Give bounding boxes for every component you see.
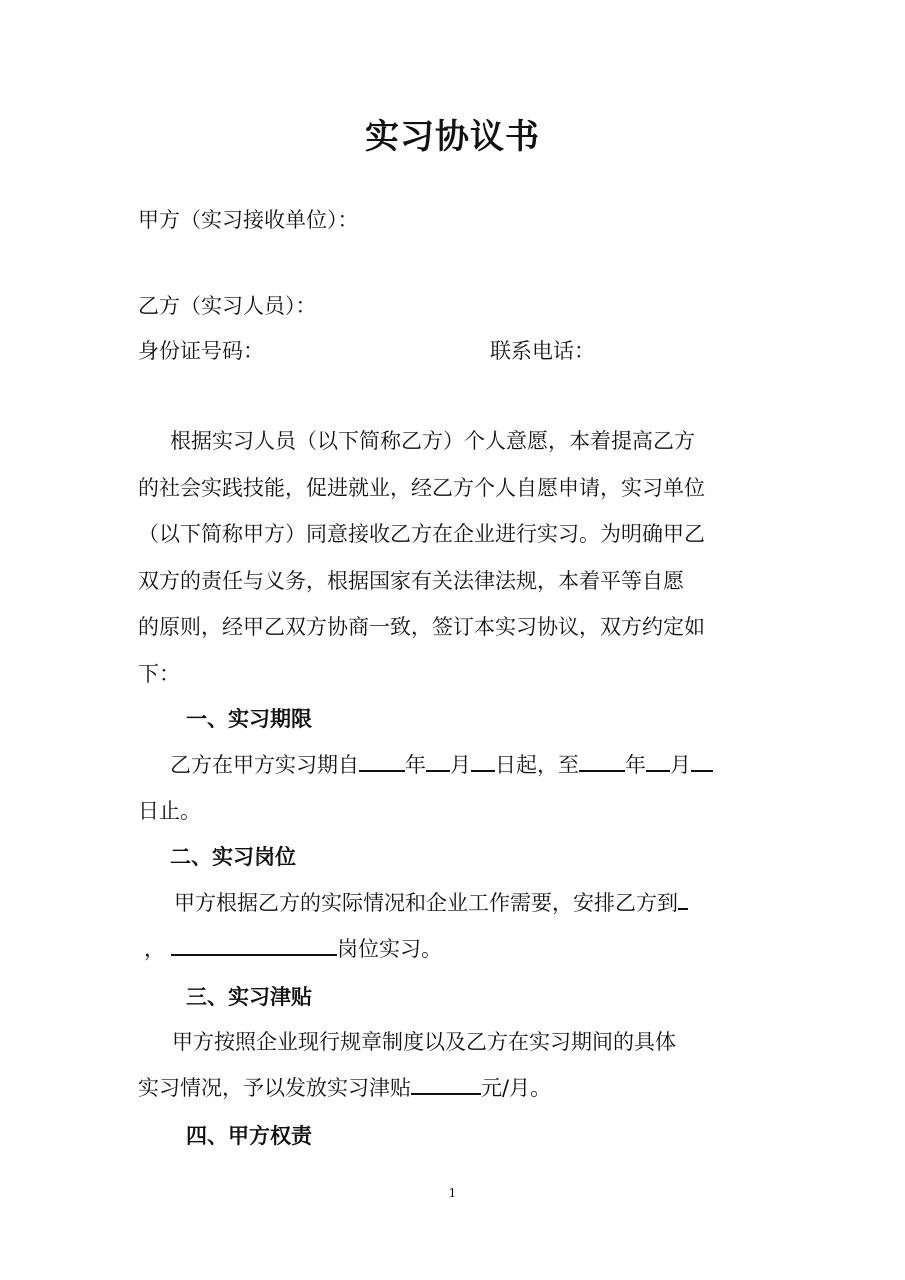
end-day-blank[interactable] bbox=[691, 750, 713, 772]
period-prefix: 乙方在甲方实习期自 bbox=[170, 753, 359, 777]
intro-line: 双方的责任与义务，根据国家有关法律法规，本着平等自愿 bbox=[138, 568, 684, 593]
start-day-blank[interactable] bbox=[471, 750, 495, 772]
party-a-label: 甲方（实习接收单位）： bbox=[138, 208, 359, 232]
day-from-label: 日起，至 bbox=[495, 753, 579, 777]
intro-paragraph bbox=[138, 418, 770, 697]
allowance-amount-blank[interactable] bbox=[411, 1073, 481, 1095]
section-heading-period: 一、实习期限 bbox=[186, 707, 312, 731]
period-line bbox=[170, 742, 713, 788]
intro-line: 的原则，经甲乙双方协商一致，签订本实习协议，双方约定如 bbox=[138, 615, 705, 639]
phone-label: 联系电话： bbox=[490, 339, 595, 363]
allowance-suffix: 元/月。 bbox=[481, 1076, 552, 1100]
position-suffix: 岗位实习。 bbox=[337, 937, 442, 961]
intro-line: 根据实习人员（以下简称乙方）个人意愿，本着提高乙方 bbox=[170, 429, 695, 453]
position-comma: ， bbox=[144, 937, 165, 961]
allowance-line-1: 甲方按照企业现行规章制度以及乙方在实习期间的具体 bbox=[172, 1030, 676, 1054]
start-year-blank[interactable] bbox=[359, 750, 405, 772]
position-text: 甲方根据乙方的实际情况和企业工作需要，安排乙方到 bbox=[174, 891, 678, 915]
document-title: 实习协议书 bbox=[365, 117, 540, 157]
position-blank[interactable] bbox=[171, 934, 337, 956]
party-b-label: 乙方（实习人员）： bbox=[138, 294, 317, 318]
section-heading-party-a-duties: 四、甲方权责 bbox=[186, 1124, 312, 1148]
section-heading-position: 二、实习岗位 bbox=[170, 845, 296, 869]
year-label: 年 bbox=[405, 753, 426, 777]
period-end-line: 日止。 bbox=[138, 799, 201, 823]
id-number-label: 身份证号码： bbox=[138, 339, 264, 363]
position-line bbox=[174, 880, 688, 926]
intro-line: 下： bbox=[138, 661, 180, 686]
year-label-2: 年 bbox=[625, 753, 646, 777]
page-number: 1 bbox=[448, 1186, 457, 1200]
end-month-blank[interactable] bbox=[646, 750, 670, 772]
month-label-2: 月 bbox=[670, 753, 691, 777]
department-blank[interactable] bbox=[678, 888, 688, 910]
intro-line: （以下简称甲方）同意接收乙方在企业进行实习。为明确甲乙 bbox=[138, 522, 705, 546]
intro-line: 的社会实践技能，促进就业，经乙方个人自愿申请，实习单位 bbox=[138, 475, 705, 500]
start-month-blank[interactable] bbox=[426, 750, 450, 772]
allowance-line-2 bbox=[138, 1065, 551, 1111]
month-label: 月 bbox=[450, 753, 471, 777]
allowance-prefix: 实习情况，予以发放实习津贴 bbox=[138, 1076, 411, 1100]
section-heading-allowance: 三、实习津贴 bbox=[186, 985, 312, 1009]
end-year-blank[interactable] bbox=[579, 750, 625, 772]
position-line-2 bbox=[144, 926, 442, 972]
